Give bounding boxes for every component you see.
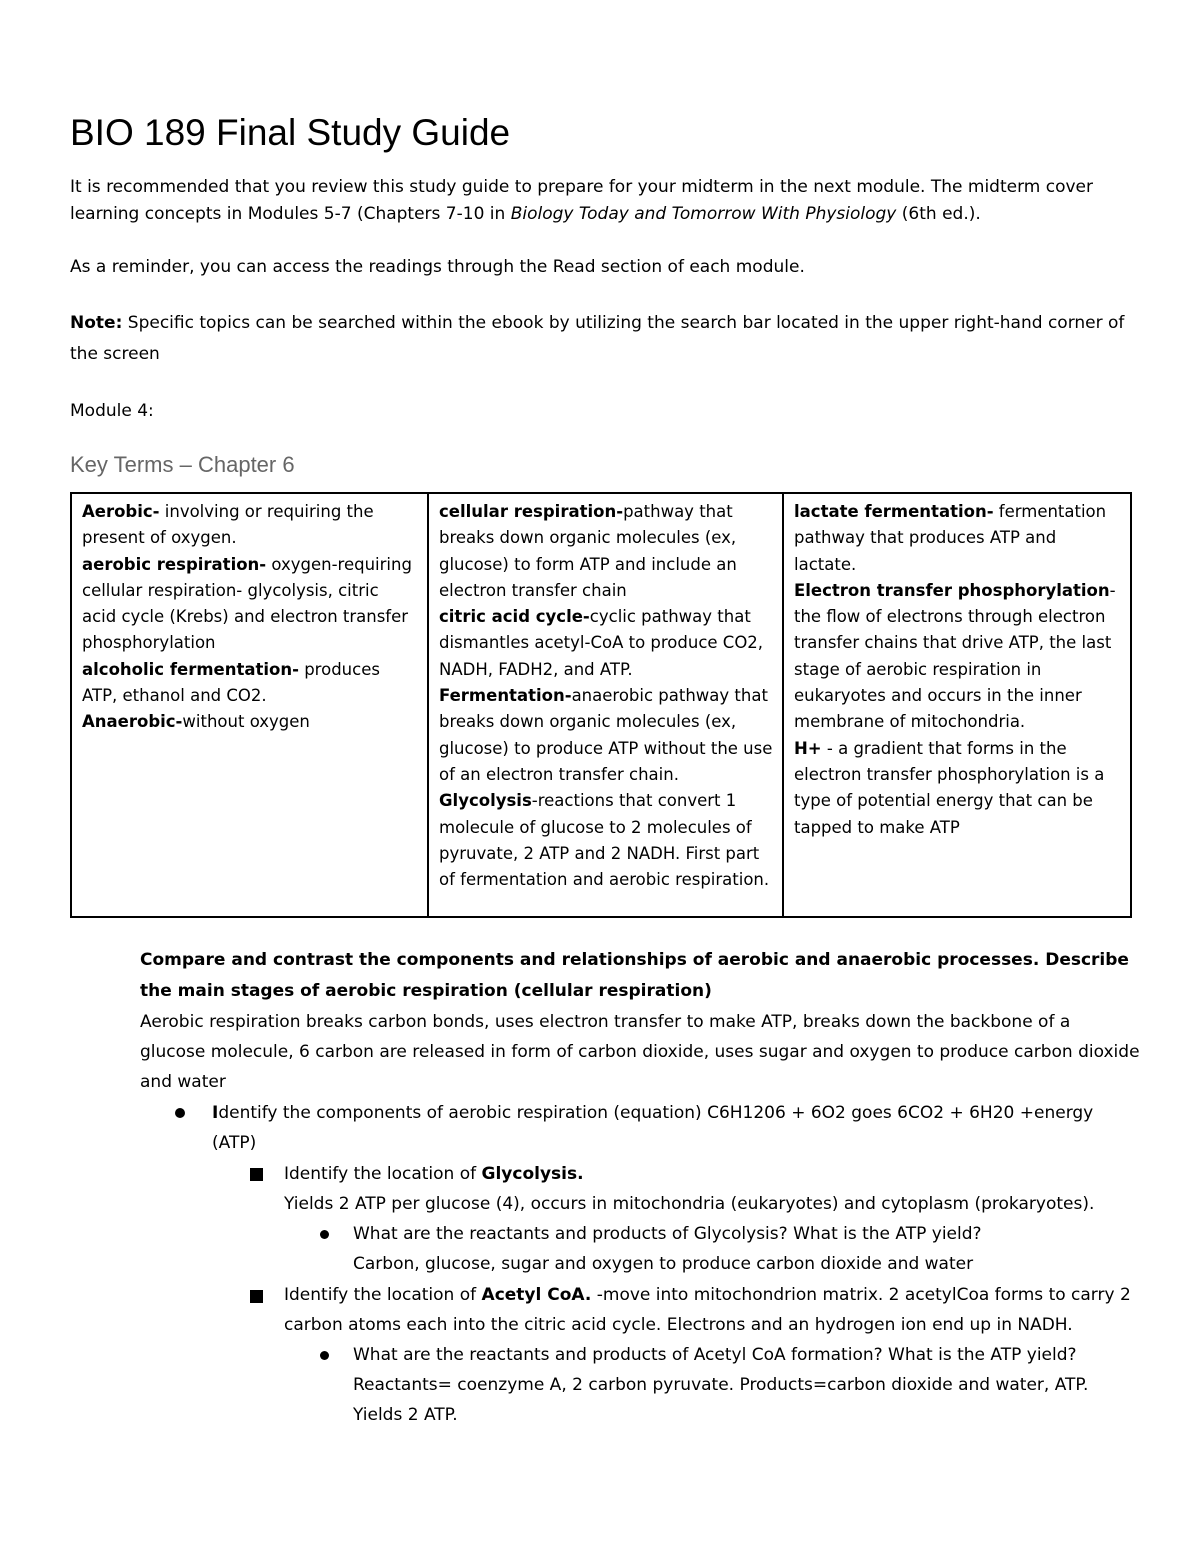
term: Glycolysis <box>439 791 532 811</box>
bullet-bold-term: Glycolysis. <box>481 1164 584 1184</box>
definition: cyclic pathway that dismantles acetyl-CoA to produce CO2, NADH, FADH2, and ATP. <box>439 607 764 679</box>
bullet-answer: Yields 2 ATP per glucose (4), occurs in mitochondria (eukaryotes) and cytoplasm (prokaryotes). <box>284 1194 1095 1214</box>
term: alcoholic fermentation- <box>82 659 299 679</box>
section-answer: Aerobic respiration breaks carbon bonds, uses electron transfer to make ATP, breaks down the backbone of a glucose molecule, 6 carbon are released in form of carbon dioxide, uses sugar and oxygen to produce carbon dioxide and water <box>140 1012 1140 1092</box>
key-terms-column-3 <box>783 493 1131 917</box>
bullet-answer: Reactants= coenzyme A, 2 carbon pyruvate. Products=carbon dioxide and water, ATP. <box>353 1375 1089 1395</box>
bullet-text: dentify the components of aerobic respiration (equation) C6H1206 + 6O2 goes 6CO2 + 6H20 +energy (ATP) <box>212 1103 1094 1153</box>
bullet-square-icon <box>250 1168 263 1181</box>
bullet-acetyl-coa <box>284 1280 1164 1340</box>
bullet-glycolysis <box>284 1159 1164 1219</box>
term: lactate fermentation- <box>794 502 994 521</box>
definition: -reactions that convert 1 molecule of glucose to 2 molecules of pyruvate, 2 ATP and 2 NADH. First part of fermentation and aerobic respiration. <box>439 791 770 890</box>
definition: - the flow of electrons through electron transfer chains that drive ATP, the last stage of aerobic respiration in eukaryotes and occurs in the inner membrane of mitochondria. <box>794 580 1116 732</box>
compare-section <box>140 945 1140 1097</box>
definition: - a gradient that forms in the electron transfer phosphorylation is a type of potential energy that can be tapped to make ATP <box>794 738 1105 837</box>
bullet-prefix: Identify the location of <box>284 1164 482 1184</box>
key-terms-column-2 <box>428 493 783 917</box>
definition: without oxygen <box>182 712 310 732</box>
term: aerobic respiration- <box>82 554 267 574</box>
bullet-prefix: Identify the location of <box>284 1285 482 1305</box>
definition: anaerobic pathway that breaks down organic molecules (ex, glucose) to produce ATP without the use of an electron transfer chain. <box>439 686 773 784</box>
note-label: Note: <box>70 313 123 333</box>
bullet-square-icon <box>250 1290 263 1303</box>
bullet-dot-icon <box>320 1351 329 1360</box>
term: Aerobic- <box>82 502 160 521</box>
key-terms-column-1 <box>71 493 428 917</box>
section-question: Compare and contrast the components and relationships of aerobic and anaerobic processes. Describe the main stages of aerobic respiration (cellular respiration) <box>140 950 1129 1001</box>
reminder-paragraph: As a reminder, you can access the readings through the Read section of each module. <box>70 257 805 277</box>
key-terms-table <box>70 492 1132 918</box>
bullet-question: What are the reactants and products of Glycolysis? What is the ATP yield? <box>353 1224 982 1244</box>
module-label: Module 4: <box>70 401 154 421</box>
term: Fermentation- <box>439 686 572 706</box>
bullet-text: -move into mitochondrion matrix. 2 acetylCoa forms to carry 2 carbon atoms each into the citric acid cycle. Electrons and an hydrogen ion end up in NADH. <box>284 1285 1131 1335</box>
intro-paragraph <box>70 174 1140 228</box>
definition: fermentation pathway that produces ATP and lactate. <box>794 502 1107 574</box>
definition: involving or requiring the present of oxygen. <box>82 502 374 548</box>
note-paragraph <box>70 308 1140 370</box>
bullet-aerobic-components <box>212 1098 1132 1158</box>
intro-text: It is recommended that you review this study guide to prepare for your midterm in the next module. The midterm cover learning concepts in Modules 5-7 (Chapters 7-10 in <box>70 177 1093 224</box>
bullet-dot-icon <box>175 1108 185 1118</box>
definition: oxygen-requiring cellular respiration- glycolysis, citric acid cycle (Krebs) and electron transfer phosphorylation <box>82 554 412 653</box>
bullet-dot-icon <box>320 1230 329 1239</box>
definition: pathway that breaks down organic molecules (ex, glucose) to form ATP and include an electron transfer chain <box>439 502 737 600</box>
key-terms-heading: Key Terms – Chapter 6 <box>70 452 295 477</box>
bullet-acetyl-question <box>353 1340 1133 1430</box>
key-terms-row <box>71 493 1131 917</box>
term: cellular respiration- <box>439 502 624 521</box>
book-title: Biology Today and Tomorrow With Physiology <box>510 204 897 224</box>
note-text: Specific topics can be searched within the ebook by utilizing the search bar located in the upper right-hand corner of the screen <box>70 313 1125 364</box>
bullet-initial: I <box>212 1103 219 1123</box>
bullet-bold-term: Acetyl CoA. <box>481 1285 592 1305</box>
term: H+ <box>794 738 822 758</box>
bullet-answer: Yields 2 ATP. <box>353 1405 458 1425</box>
bullet-glycolysis-question <box>353 1219 1133 1279</box>
bullet-answer: Carbon, glucose, sugar and oxygen to produce carbon dioxide and water <box>353 1254 974 1274</box>
term: Electron transfer phosphorylation <box>794 580 1110 600</box>
bullet-question: What are the reactants and products of Acetyl CoA formation? What is the ATP yield? <box>353 1345 1077 1365</box>
intro-edition: (6th ed.). <box>896 204 981 224</box>
term: citric acid cycle- <box>439 607 590 627</box>
definition: produces ATP, ethanol and CO2. <box>82 659 380 706</box>
term: Anaerobic- <box>82 712 183 732</box>
page-title: BIO 189 Final Study Guide <box>70 112 511 153</box>
